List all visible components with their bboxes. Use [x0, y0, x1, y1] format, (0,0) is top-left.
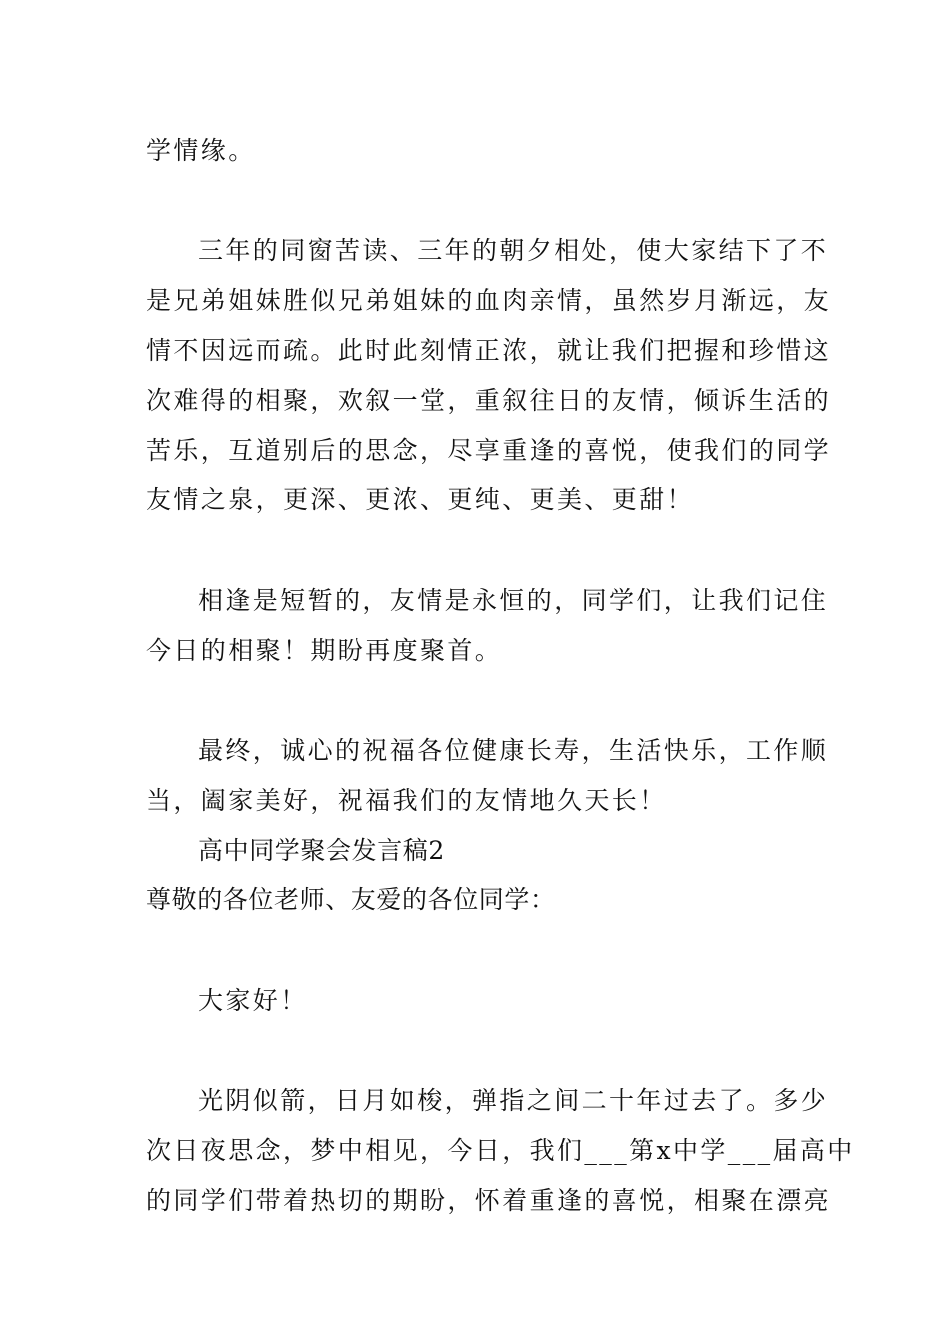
text-line: 友情之泉，更深、更浓、更纯、更美、更甜！: [146, 485, 695, 514]
text-line: 苦乐，互道别后的思念，尽享重逢的喜悦，使我们的同学: [146, 436, 832, 465]
text-line: 今日的相聚！期盼再度聚首。: [146, 636, 503, 665]
text-line: 相逢是短暂的，友情是永恒的，同学们，让我们记住: [198, 586, 829, 615]
greeting: 大家好！: [198, 986, 308, 1015]
salutation: 尊敬的各位老师、友爱的各位同学：: [146, 885, 556, 914]
text-line: 最终，诚心的祝福各位健康长寿，生活快乐，工作顺: [198, 736, 829, 765]
text-line: 情不因远而疏。此时此刻情正浓，就让我们把握和珍惜这: [146, 336, 832, 365]
text-line: 的同学们带着热切的期盼，怀着重逢的喜悦，相聚在漂亮: [146, 1186, 832, 1215]
text-line: 次难得的相聚，欢叙一堂，重叙往日的友情，倾诉生活的: [146, 386, 832, 415]
text-line: 学情缘。: [146, 136, 256, 165]
text-line: 当，阖家美好，祝福我们的友情地久天长！: [146, 786, 667, 815]
text-line: 三年的同窗苦读、三年的朝夕相处，使大家结下了不: [198, 236, 829, 265]
text-line: 光阴似箭，日月如梭，弹指之间二十年过去了。多少: [198, 1086, 829, 1115]
text-line: 是兄弟姐妹胜似兄弟姐妹的血肉亲情，虽然岁月渐远，友: [146, 286, 832, 315]
text-line: 次日夜思念，梦中相见，今日，我们___第x中学___届高中: [146, 1136, 855, 1165]
section-title: 高中同学聚会发言稿2: [198, 836, 445, 865]
